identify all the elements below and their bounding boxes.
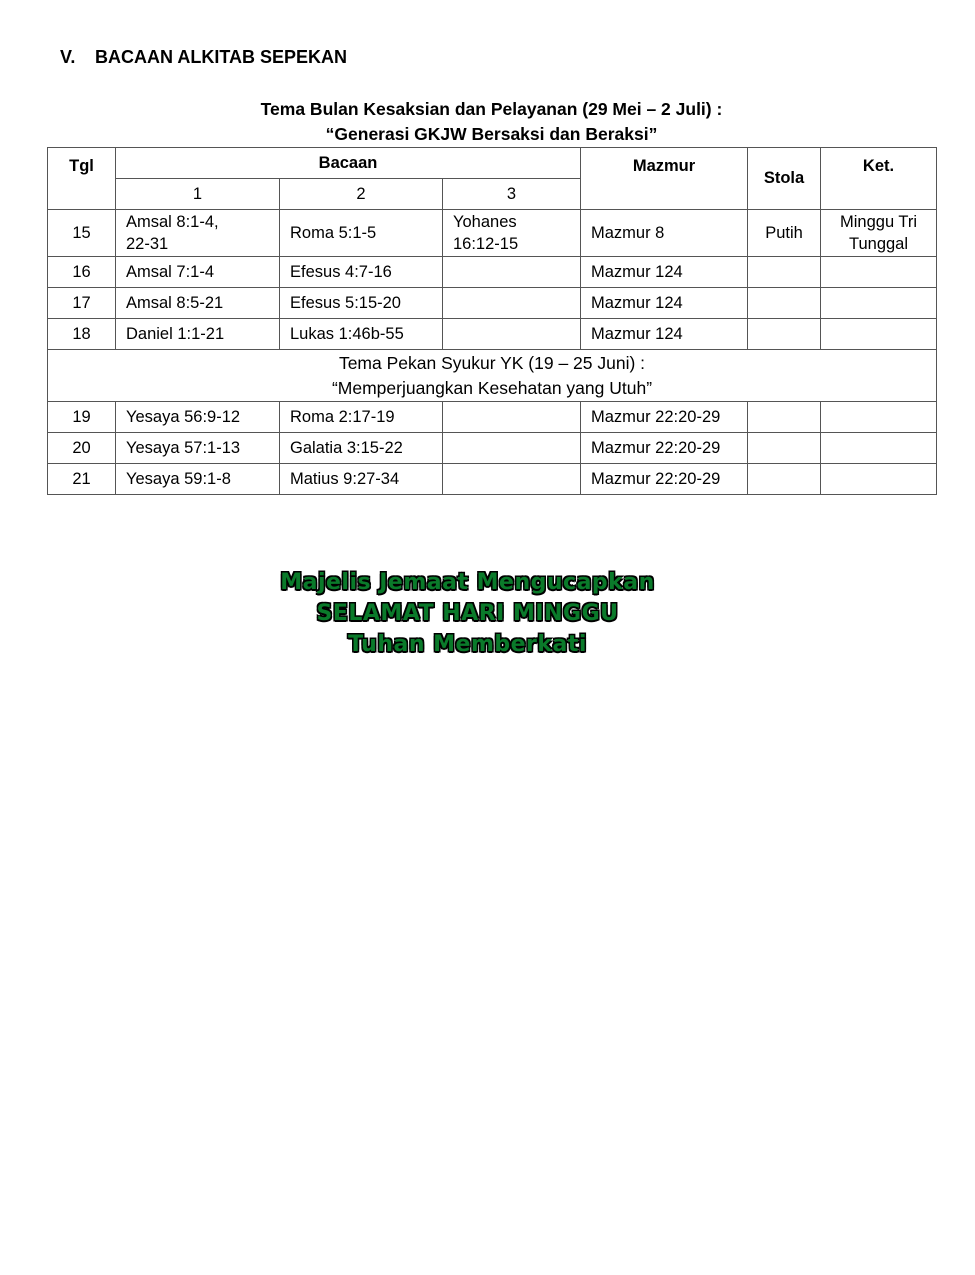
- cell-mazmur: Mazmur 124: [581, 319, 748, 350]
- month-theme-title: Tema Bulan Kesaksian dan Pelayanan (29 Mei – 2 Juli) :: [260, 99, 723, 119]
- cell-mazmur: Mazmur 8: [581, 210, 748, 257]
- cell-tgl: 17: [48, 288, 116, 319]
- cell-tgl: 20: [48, 433, 116, 464]
- week-theme-row: [48, 350, 937, 402]
- cell-mazmur: Mazmur 22:20-29: [581, 433, 748, 464]
- section-heading: [60, 47, 347, 68]
- cell-b1: Amsal 8:1-4, 22-31: [116, 210, 280, 257]
- week-theme: [48, 350, 937, 402]
- cell-b1: Yesaya 56:9-12: [116, 402, 280, 433]
- table-row: [48, 319, 937, 350]
- section-number: V.: [60, 47, 76, 67]
- cell-b1: Yesaya 57:1-13: [116, 433, 280, 464]
- cell-b3: [443, 464, 581, 495]
- cell-ket: [821, 402, 937, 433]
- cell-b2: Efesus 4:7-16: [280, 257, 443, 288]
- cell-b2: Efesus 5:15-20: [280, 288, 443, 319]
- cell-b3: Yohanes 16:12-15: [443, 210, 581, 257]
- cell-b2: Galatia 3:15-22: [280, 433, 443, 464]
- header-ket: Ket.: [821, 148, 937, 210]
- header-bacaan-2: 2: [280, 179, 443, 210]
- table-row: [48, 402, 937, 433]
- cell-tgl: 21: [48, 464, 116, 495]
- cell-mazmur: Mazmur 124: [581, 257, 748, 288]
- cell-ket: [821, 257, 937, 288]
- header-tgl: Tgl: [48, 148, 116, 210]
- table-row: [48, 433, 937, 464]
- cell-ket: [821, 319, 937, 350]
- cell-ket: [821, 288, 937, 319]
- cell-mazmur: Mazmur 22:20-29: [581, 464, 748, 495]
- header-bacaan-3: 3: [443, 179, 581, 210]
- table-row: [48, 288, 937, 319]
- cell-ket: Minggu Tri Tunggal: [821, 210, 937, 257]
- cell-tgl: 15: [48, 210, 116, 257]
- cell-stola: [748, 257, 821, 288]
- week-theme-title: Tema Pekan Syukur YK (19 – 25 Juni) :: [338, 352, 646, 373]
- cell-mazmur: Mazmur 124: [581, 288, 748, 319]
- cell-ket: [821, 464, 937, 495]
- header-mazmur: Mazmur: [581, 148, 748, 210]
- cell-stola: [748, 288, 821, 319]
- cell-b3: [443, 319, 581, 350]
- table-body: [48, 210, 937, 495]
- cell-b2: Roma 2:17-19: [280, 402, 443, 433]
- cell-b2: Lukas 1:46b-55: [280, 319, 443, 350]
- cell-ket: [821, 433, 937, 464]
- cell-mazmur: Mazmur 22:20-29: [581, 402, 748, 433]
- cell-tgl: 19: [48, 402, 116, 433]
- cell-b3: [443, 288, 581, 319]
- week-theme-subtitle: “Memperjuangkan Kesehatan yang Utuh”: [331, 377, 653, 398]
- cell-b1: Amsal 8:5-21: [116, 288, 280, 319]
- month-theme: [47, 97, 936, 147]
- greeting-line-2: SELAMAT HARI MINGGU: [316, 601, 619, 626]
- greeting-line-1: Majelis Jemaat Mengucapkan: [280, 570, 655, 595]
- greeting-banner: [200, 567, 735, 660]
- header-bacaan: Bacaan: [116, 148, 581, 179]
- cell-b1: Amsal 7:1-4: [116, 257, 280, 288]
- cell-stola: [748, 433, 821, 464]
- cell-b1: Yesaya 59:1-8: [116, 464, 280, 495]
- cell-b2: Matius 9:27-34: [280, 464, 443, 495]
- greeting-line-3: Tuhan Memberkati: [348, 632, 587, 657]
- table-row: [48, 464, 937, 495]
- header-bacaan-1: 1: [116, 179, 280, 210]
- cell-stola: [748, 402, 821, 433]
- cell-b3: [443, 402, 581, 433]
- cell-tgl: 18: [48, 319, 116, 350]
- cell-b1: Daniel 1:1-21: [116, 319, 280, 350]
- cell-stola: Putih: [748, 210, 821, 257]
- reading-schedule-table: [47, 147, 937, 495]
- cell-b3: [443, 257, 581, 288]
- header-stola: Stola: [748, 148, 821, 210]
- section-title: BACAAN ALKITAB SEPEKAN: [95, 47, 347, 67]
- cell-stola: [748, 319, 821, 350]
- cell-b3: [443, 433, 581, 464]
- cell-b2: Roma 5:1-5: [280, 210, 443, 257]
- month-theme-subtitle: “Generasi GKJW Bersaksi dan Beraksi”: [325, 124, 658, 144]
- cell-stola: [748, 464, 821, 495]
- table-row: [48, 210, 937, 257]
- table-row: [48, 257, 937, 288]
- cell-tgl: 16: [48, 257, 116, 288]
